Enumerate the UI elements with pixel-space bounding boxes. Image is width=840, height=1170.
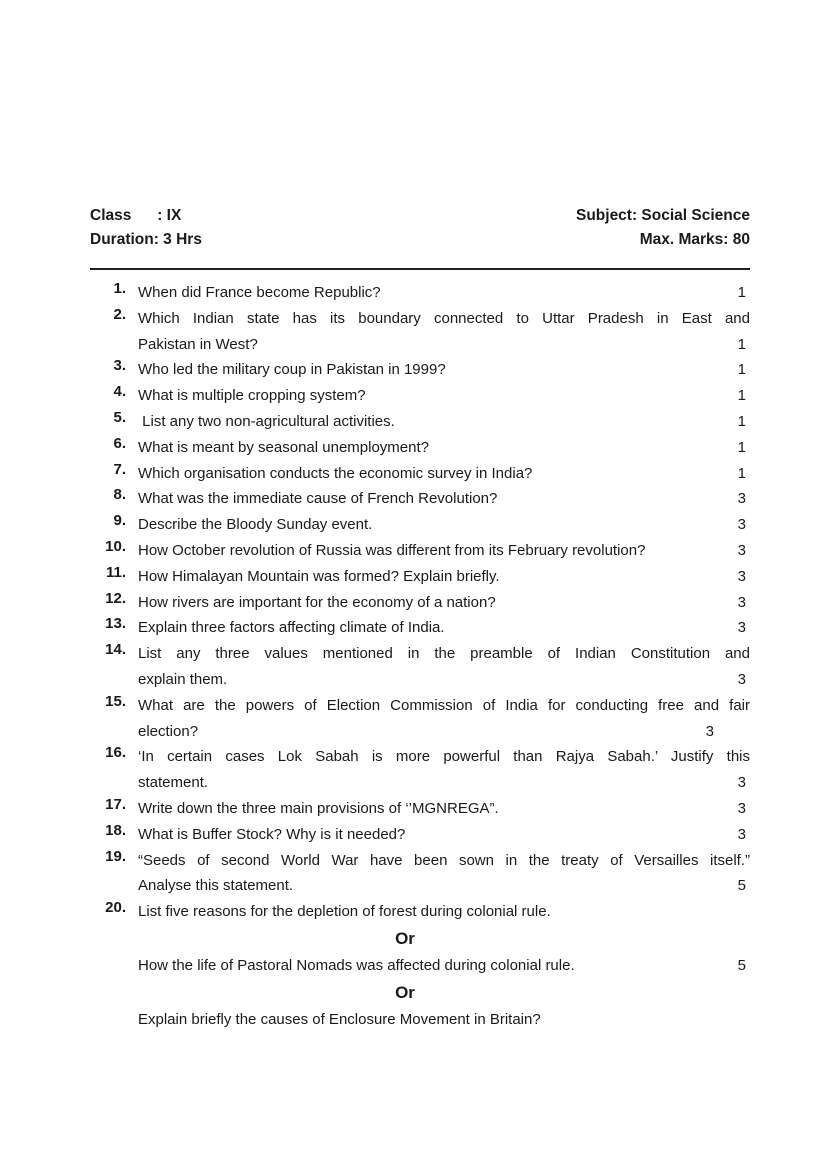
question-number: 15. — [105, 692, 126, 710]
or-separator: Or — [395, 928, 415, 948]
question-marks: 3 — [737, 516, 746, 534]
question-item — [100, 693, 750, 745]
question-number: 11. — [105, 563, 126, 581]
question-text: What is Buffer Stock? Why is it needed? — [138, 825, 406, 843]
question-number: 6. — [113, 434, 126, 452]
question-number: 13. — [105, 615, 126, 633]
question-list — [100, 280, 750, 1033]
or-separator: Or — [395, 982, 415, 1002]
question-text: explain them. — [138, 670, 228, 688]
question-item — [100, 899, 750, 925]
header-divider — [90, 268, 750, 270]
question-marks: 3 — [737, 619, 746, 637]
question-marks: 1 — [737, 335, 746, 353]
question-item — [100, 796, 750, 822]
question-text: statement. — [138, 774, 209, 792]
question-text: List five reasons for the depletion of forest during colonial rule. — [138, 903, 551, 921]
question-item — [100, 280, 750, 306]
question-item — [100, 383, 750, 409]
question-number: 7. — [113, 460, 126, 478]
question-marks: 1 — [737, 438, 746, 456]
question-item — [100, 461, 750, 487]
question-number: 16. — [105, 744, 126, 762]
question-item — [100, 590, 750, 616]
question-number: 4. — [113, 383, 126, 401]
question-text: List any three values mentioned in the preamble of Indian Constitution and — [138, 645, 750, 663]
question-number: 3. — [113, 357, 126, 375]
question-marks: 1 — [737, 412, 746, 430]
question-text: How the life of Pastoral Nomads was affected during colonial rule. — [138, 956, 575, 974]
question-text: “Seeds of second World War have been sown in the treaty of Versailles itself.” — [138, 851, 750, 869]
question-text: How October revolution of Russia was different from its February revolution? — [138, 541, 646, 559]
question-text: Describe the Bloody Sunday event. — [138, 516, 373, 534]
question-item — [100, 357, 750, 383]
question-text: Who led the military coup in Pakistan in 1999? — [138, 361, 446, 379]
question-marks: 3 — [705, 722, 714, 740]
question-item — [100, 512, 750, 538]
question-marks: 5 — [737, 877, 746, 895]
duration-label: Duration: 3 Hrs — [90, 231, 202, 248]
question-number: 12. — [105, 589, 126, 607]
question-number: 5. — [113, 408, 126, 426]
question-number: 18. — [105, 821, 126, 839]
question-item — [100, 486, 750, 512]
max-marks-label: Max. Marks: 80 — [639, 231, 750, 248]
question-number: 20. — [105, 899, 126, 917]
question-number: 1. — [113, 280, 126, 297]
question-text: Pakistan in West? — [138, 335, 258, 353]
question-marks: 3 — [737, 774, 746, 792]
question-number: 14. — [105, 641, 126, 659]
question-marks: 1 — [737, 387, 746, 405]
question-text: How Himalayan Mountain was formed? Explain briefly. — [138, 567, 500, 585]
question-number: 8. — [113, 486, 126, 504]
question-item — [100, 564, 750, 590]
question-text: Write down the three main provisions of ‘’MGNREGA”. — [138, 799, 499, 817]
question-text: List any two non-agricultural activities. — [138, 412, 395, 430]
question-item — [100, 641, 750, 693]
question-text: ‘In certain cases Lok Sabah is more powerful than Rajya Sabah.’ Justify this — [138, 748, 750, 766]
class-label: Class : IX — [90, 207, 182, 224]
question-marks: 3 — [737, 799, 746, 817]
question-number: 2. — [113, 305, 126, 323]
question-text: What is meant by seasonal unemployment? — [138, 438, 429, 456]
question-marks: 1 — [737, 284, 746, 301]
question-item — [100, 409, 750, 435]
question-text: What is multiple cropping system? — [138, 387, 366, 405]
question-item — [100, 822, 750, 848]
question-marks: 3 — [737, 541, 746, 559]
question-marks: 1 — [737, 464, 746, 482]
question-marks — [716, 899, 750, 925]
question-text: What was the immediate cause of French Revolution? — [138, 490, 498, 508]
alternative-question — [100, 1007, 750, 1033]
question-marks: 1 — [737, 361, 746, 379]
question-number: 9. — [113, 512, 126, 530]
question-number: 19. — [105, 847, 126, 865]
question-text: Explain three factors affecting climate of India. — [138, 619, 445, 637]
question-marks: 3 — [737, 490, 746, 508]
question-text: election? — [138, 722, 199, 740]
question-text: How rivers are important for the economy of a nation? — [138, 593, 496, 611]
question-text: When did France become Republic? — [138, 284, 381, 301]
header-row-2 — [90, 231, 750, 249]
question-item — [100, 848, 750, 900]
question-text: What are the powers of Election Commission of India for conducting free and fair — [138, 696, 750, 714]
question-item — [100, 306, 750, 358]
question-item — [100, 744, 750, 796]
header-row-1 — [90, 207, 750, 225]
question-text: Analyse this statement. — [138, 877, 294, 895]
question-marks: 5 — [737, 956, 746, 974]
question-marks: 3 — [737, 593, 746, 611]
question-marks: 3 — [737, 825, 746, 843]
question-item — [100, 435, 750, 461]
question-item — [100, 538, 750, 564]
subject-label: Subject: Social Science — [575, 207, 750, 224]
question-text: Explain briefly the causes of Enclosure Movement in Britain? — [138, 1010, 541, 1028]
question-number: 17. — [105, 795, 126, 813]
question-text: Which Indian state has its boundary connected to Uttar Pradesh in East and — [138, 309, 750, 327]
alternative-question — [100, 953, 750, 979]
question-item — [100, 615, 750, 641]
question-number: 10. — [105, 537, 126, 555]
question-text: Which organisation conducts the economic survey in India? — [138, 464, 533, 482]
question-marks: 3 — [737, 670, 746, 688]
question-marks: 3 — [737, 567, 746, 585]
